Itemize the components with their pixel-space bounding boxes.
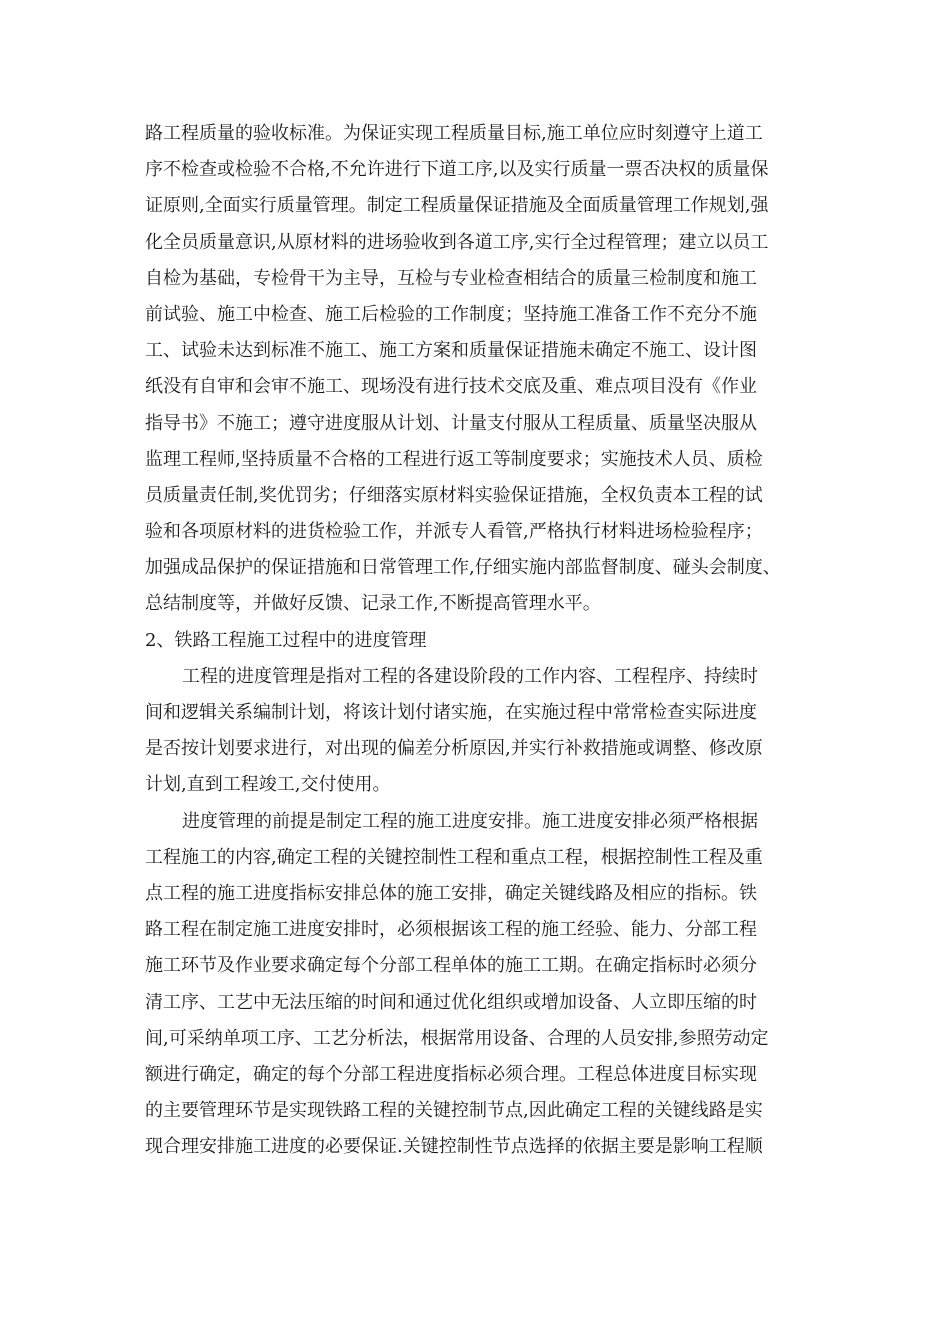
section-heading: 2、铁路工程施工过程中的进度管理 [145, 629, 427, 651]
text-line: 现合理安排施工进度的必要保证.关键控制性节点选择的依据主要是影响工程顺 [145, 1136, 763, 1158]
text-line: 验和各项原材料的进货检验工作，并派专人看管,严格执行材料进场检验程序； [145, 521, 763, 543]
text-line: 是否按计划要求进行，对出现的偏差分析原因,并实行补救措施或调整、修改原 [145, 738, 763, 760]
text-line: 路工程质量的验收标准。为保证实现工程质量目标,施工单位应时刻遵守上道工 [145, 123, 763, 144]
text-line: 监理工程师,坚持质量不合格的工程进行返工等制度要求；实施技术人员、质检 [145, 448, 763, 470]
document-body [145, 116, 825, 1165]
text-line: 计划,直到工程竣工,交付使用。 [145, 774, 391, 796]
text-line: 前试验、施工中检查、施工后检验的工作制度；坚持施工准备工作不充分不施 [145, 303, 757, 325]
text-line: 员质量责任制,奖优罚劣；仔细落实原材料实验保证措施，全权负责本工程的试 [145, 484, 763, 506]
text-line: 清工序、工艺中无法压缩的时间和通过优化组织或增加设备、人立即压缩的时 [145, 991, 757, 1013]
text-line: 点工程的施工进度指标安排总体的施工安排，确定关键线路及相应的指标。铁 [145, 882, 757, 904]
text-line: 加强成品保护的保证措施和日常管理工作,仔细实施内部监督制度、碰头会制度、 [145, 557, 781, 579]
text-line: 纸没有自审和会审不施工、现场没有进行技术交底及重、难点项目没有《作业 [145, 376, 757, 398]
text-line: 化全员质量意识,从原材料的进场验收到各道工序,实行全过程管理；建立以员工 [145, 231, 769, 253]
text-line: 间和逻辑关系编制计划，将该计划付诸实施，在实施过程中常常检查实际进度 [145, 702, 757, 723]
text-line: 进度管理的前提是制定工程的施工进度安排。施工进度安排必须严格根据 [182, 810, 758, 832]
text-line: 额进行确定，确定的每个分部工程进度指标必须合理。工程总体进度目标实现 [145, 1063, 757, 1085]
text-line: 路工程在制定施工进度安排时，必须根据该工程的施工经验、能力、分部工程 [145, 919, 757, 941]
text-line: 工、试验未达到标准不施工、施工方案和质量保证措施未确定不施工、设计图 [145, 340, 757, 362]
text-line: 证原则,全面实行质量管理。制定工程质量保证措施及全面质量管理工作规划,强 [145, 195, 769, 217]
text-line: 的主要管理环节是实现铁路工程的关键控制节点,因此确定工程的关键线路是实 [145, 1100, 763, 1122]
text-line: 序不检查或检验不合格,不允许进行下道工序,以及实行质量一票否决权的质量保 [145, 159, 769, 181]
text-line: 自检为基础，专检骨干为主导，互检与专业检查相结合的质量三检制度和施工 [145, 267, 757, 289]
text-line: 间,可采纳单项工序、工艺分析法，根据常用设备、合理的人员安排,参照劳动定 [145, 1027, 769, 1049]
text-line: 指导书》不施工；遵守进度服从计划、计量支付服从工程质量、质量坚决服从 [145, 412, 757, 434]
text-line: 工程施工的内容,确定工程的关键控制性工程和重点工程，根据控制性工程及重 [145, 846, 763, 868]
text-line: 施工环节及作业要求确定每个分部工程单体的施工工期。在确定指标时必须分 [145, 955, 757, 977]
text-line: 总结制度等，并做好反馈、记录工作,不断提高管理水平。 [145, 593, 601, 615]
text-line: 工程的进度管理是指对工程的各建设阶段的工作内容、工程程序、持续时 [182, 665, 758, 687]
